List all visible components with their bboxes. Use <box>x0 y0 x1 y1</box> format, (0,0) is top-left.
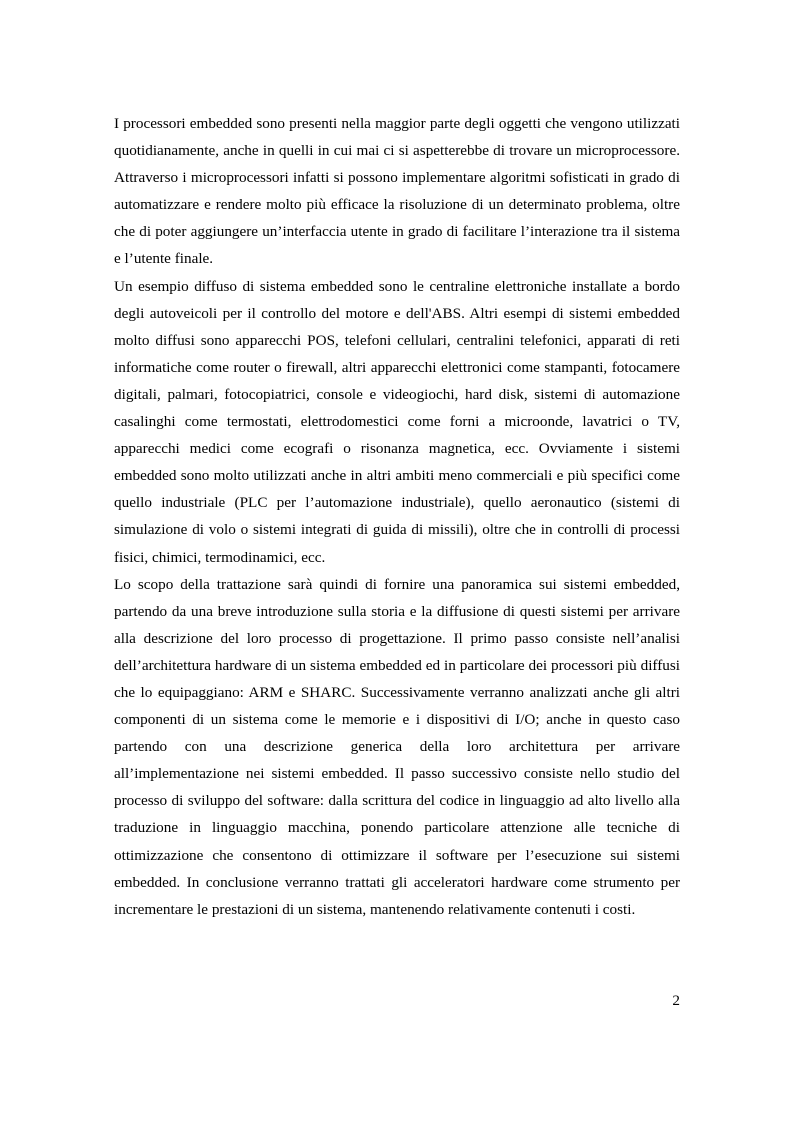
paragraph-intro: I processori embedded sono presenti nella maggior parte degli oggetti che vengono utilizzati quotidianamente, anche in quelli in cui mai ci si aspetterebbe di trovare un microprocessore. Attraverso i microprocessori infatti si possono implementare algoritmi sofisticati in grado di automatizzare e rendere molto più efficace la risoluzione di un determinato problema, oltre che di poter aggiungere un’interfaccia utente in grado di facilitare l’interazione tra il sistema e l’utente finale. <box>114 115 680 268</box>
paragraph-examples: Un esempio diffuso di sistema embedded sono le centraline elettroniche installate a bordo degli autoveicoli per il controllo del motore e dell'ABS. Altri esempi di sistemi embedded molto diffusi sono apparecchi POS, telefoni cellulari, centralini telefonici, apparati di reti informatiche come router o firewall, altri apparecchi elettronici come stampanti, fotocamere digitali, palmari, fotocopiatrici, console e videogiochi, hard disk, sistemi di automazione casalinghi come termostati, elettrodomestici come forni a microonde, lavatrici o TV, apparecchi medici come ecografi o risonanza magnetica, ecc. Ovviamente i sistemi embedded sono molto utilizzati anche in altri ambiti meno commerciali e più specifici come quello industriale (PLC per l’automazione industriale), quello aeronautico (sistemi di simulazione di volo o sistemi integrati di guida di missili), oltre che in controlli di processi fisici, chimici, termodinamici, ecc. <box>114 277 680 566</box>
paragraph-scope: Lo scopo della trattazione sarà quindi di fornire una panoramica sui sistemi embedded, partendo da una breve introduzione sulla storia e la diffusione di questi sistemi per arrivare alla descrizione del loro processo di progettazione. Il primo passo consiste nell’analisi dell’architettura hardware di un sistema embedded ed in particolare dei processori più diffusi che lo equipaggiano: ARM e SHARC. Successivamente verranno analizzati anche gli altri componenti di un sistema come le memorie e i dispositivi di I/O; anche in questo caso partendo con una descrizione generica della loro architettura per arrivare all’implementazione nei sistemi embedded. Il passo successivo consiste nello studio del processo di sviluppo del software: dalla scrittura del codice in linguaggio ad alto livello alla traduzione in linguaggio macchina, ponendo particolare attenzione alle tecniche di ottimizzazione che consentono di ottimizzare il software per l’esecuzione sui sistemi embedded. In conclusione verranno trattati gli acceleratori hardware come strumento per incrementare le prestazioni di un sistema, mantenendo relativamente contenuti i costi. <box>114 575 680 918</box>
page-number: 2 <box>672 992 680 1009</box>
body-text <box>114 110 680 923</box>
